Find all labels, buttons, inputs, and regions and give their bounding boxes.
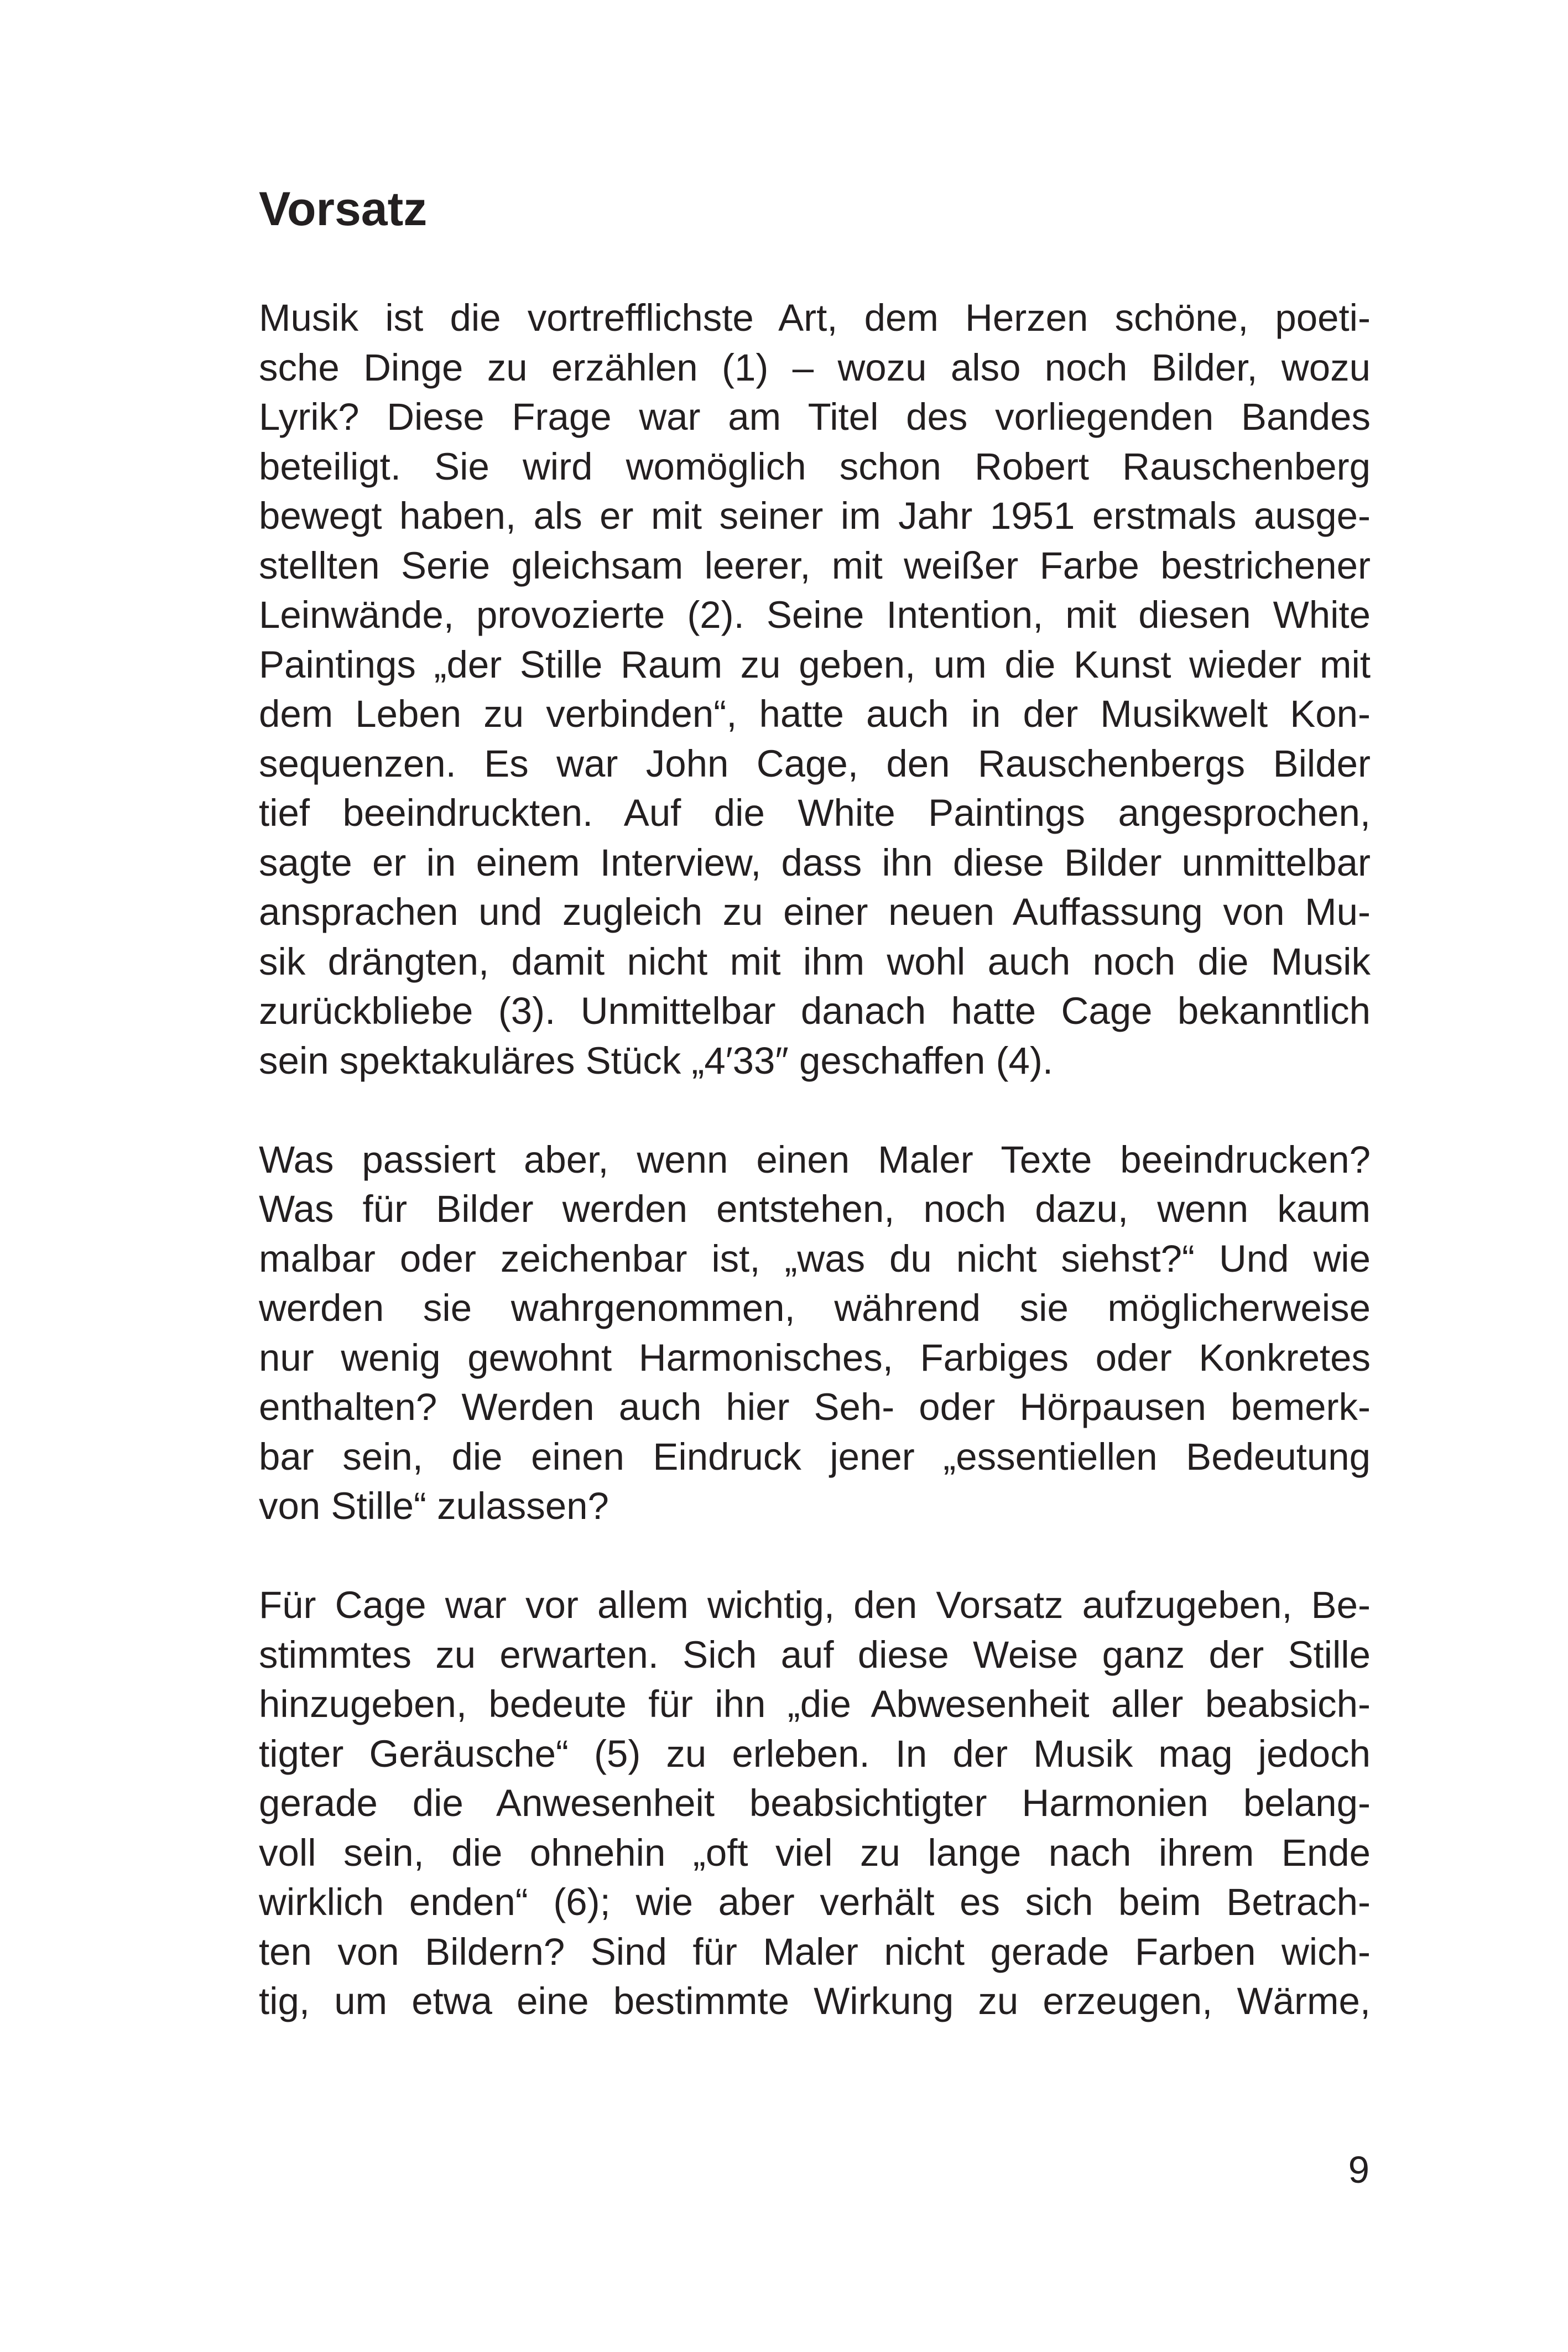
text-line: ten von Bildern? Sind für Maler nicht gerade Farben wich-	[259, 1930, 1371, 1973]
text-line: von Stille“ zulassen?	[259, 1485, 609, 1527]
body-text	[259, 293, 1371, 2026]
text-line: Paintings „der Stille Raum zu geben, um die Kunst wieder mit	[259, 643, 1371, 686]
paragraph-gap	[259, 1085, 1371, 1135]
text-line: tig, um etwa eine bestimmte Wirkung zu erzeugen, Wärme,	[259, 1980, 1371, 2022]
paragraph-gap	[259, 1531, 1371, 1581]
text-line: werden sie wahrgenommen, während sie möglicherweise	[259, 1287, 1371, 1329]
text-line: tief beeindruckten. Auf die White Paintings angesprochen,	[259, 792, 1371, 834]
text-line: Musik ist die vortrefflichste Art, dem Herzen schöne, poeti-	[259, 296, 1371, 339]
text-line: voll sein, die ohnehin „oft viel zu lange nach ihrem Ende	[259, 1831, 1371, 1874]
text-line: hinzugeben, bedeute für ihn „die Abwesenheit aller beabsich-	[259, 1683, 1371, 1725]
text-line: Was für Bilder werden entstehen, noch dazu, wenn kaum	[259, 1188, 1371, 1230]
text-line: tigter Geräusche“ (5) zu erleben. In der Musik mag jedoch	[259, 1732, 1371, 1775]
text-line: Für Cage war vor allem wichtig, den Vorsatz aufzugeben, Be-	[259, 1584, 1371, 1626]
page-number: 9	[1348, 2148, 1369, 2191]
chapter-heading: Vorsatz	[259, 183, 428, 236]
paragraph-2	[259, 1135, 1371, 1531]
text-line: sein spektakuläres Stück „4′33″ geschaffen (4).	[259, 1039, 1054, 1082]
text-line: Lyrik? Diese Frage war am Titel des vorliegenden Bandes	[259, 396, 1371, 438]
text-line: bewegt haben, als er mit seiner im Jahr 1951 erstmals ausge-	[259, 495, 1371, 537]
paragraph-1	[259, 293, 1371, 1085]
text-line: beteiligt. Sie wird womöglich schon Robert Rauschenberg	[259, 445, 1371, 488]
text-line: sik drängten, damit nicht mit ihm wohl auch noch die Musik	[259, 940, 1371, 983]
text-line: dem Leben zu verbinden“, hatte auch in der Musikwelt Kon-	[259, 693, 1371, 735]
text-line: sagte er in einem Interview, dass ihn diese Bilder unmittelbar	[259, 841, 1371, 884]
text-line: ansprachen und zugleich zu einer neuen Auffassung von Mu-	[259, 891, 1371, 933]
text-line: enthalten? Werden auch hier Seh- oder Hörpausen bemerk-	[259, 1386, 1371, 1428]
text-line: sche Dinge zu erzählen (1) – wozu also noch Bilder, wozu	[259, 346, 1371, 389]
text-line: gerade die Anwesenheit beabsichtigter Harmonien belang-	[259, 1782, 1371, 1824]
text-line: bar sein, die einen Eindruck jener „essentiellen Bedeutung	[259, 1435, 1371, 1478]
text-line: zurückbliebe (3). Unmittelbar danach hatte Cage bekanntlich	[259, 990, 1371, 1032]
text-line: Leinwände, provozierte (2). Seine Intention, mit diesen White	[259, 594, 1371, 636]
paragraph-3	[259, 1580, 1371, 2026]
text-line: stimmtes zu erwarten. Sich auf diese Weise ganz der Stille	[259, 1633, 1371, 1676]
text-line: nur wenig gewohnt Harmonisches, Farbiges oder Konkretes	[259, 1336, 1371, 1379]
text-line: wirklich enden“ (6); wie aber verhält es sich beim Betrach-	[259, 1881, 1371, 1923]
text-line: stellten Serie gleichsam leerer, mit weißer Farbe bestrichener	[259, 544, 1371, 587]
text-line: sequenzen. Es war John Cage, den Rauschenbergs Bilder	[259, 742, 1371, 785]
text-line: Was passiert aber, wenn einen Maler Texte beeindrucken?	[259, 1138, 1371, 1181]
text-line: malbar oder zeichenbar ist, „was du nicht siehst?“ Und wie	[259, 1237, 1371, 1280]
